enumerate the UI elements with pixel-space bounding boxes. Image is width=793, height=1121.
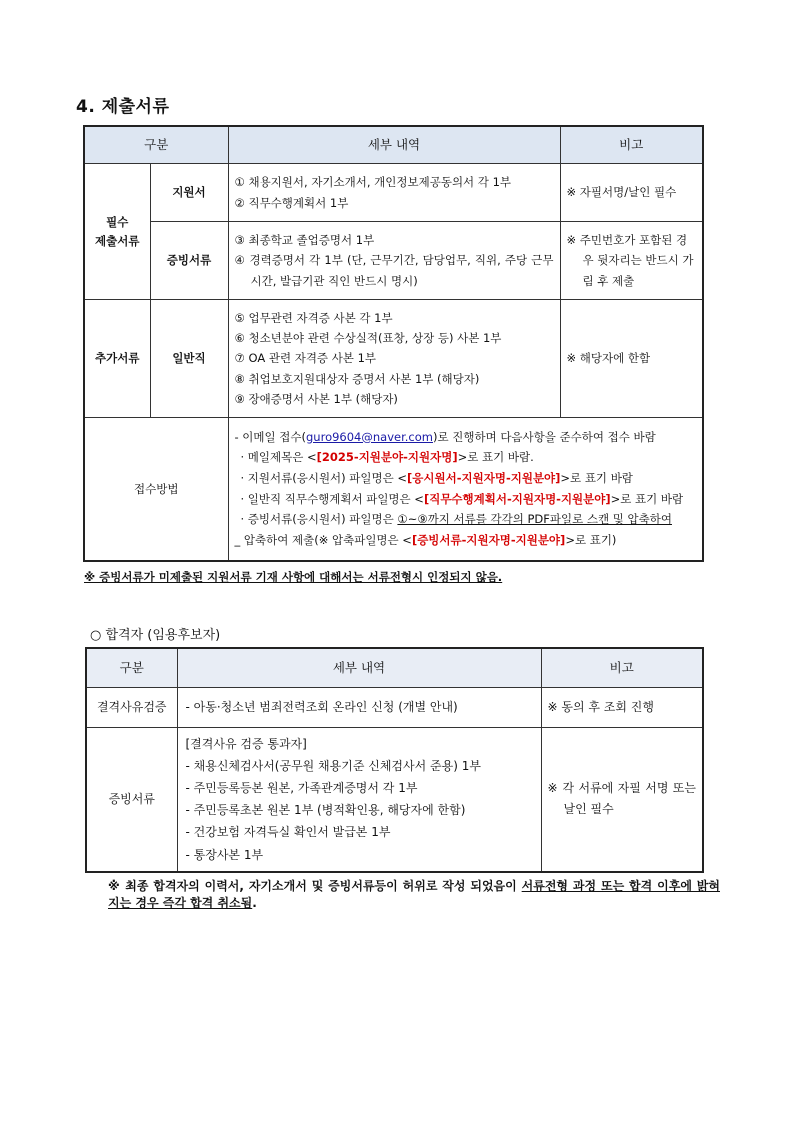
evidence-docs-label: 증빙서류 bbox=[86, 728, 177, 872]
header-remarks: 비고 bbox=[541, 648, 703, 688]
general-position-label: 일반직 bbox=[150, 300, 228, 418]
header-category: 구분 bbox=[86, 648, 177, 688]
list-item: ⑤ 업무관련 자격증 사본 각 1부 bbox=[234, 311, 393, 326]
additional-items bbox=[228, 300, 560, 418]
application-note: ※ 자필서명/날인 필수 bbox=[560, 164, 703, 222]
list-item: - 주민등록초본 원본 1부 (병적확인용, 해당자에 한함) bbox=[185, 803, 466, 818]
additional-note: ※ 해당자에 한함 bbox=[560, 300, 703, 418]
evidence-docs-note: ※ 각 서류에 자필 서명 또는 날인 필수 bbox=[541, 728, 703, 872]
final-warning-note: ※ 최종 합격자의 이력서, 자기소개서 및 증빙서류등이 허위로 작성 되었음이 서류전형 과정 또는 합격 이후에 밝혀지는 경우 즉각 합격 취소됨. bbox=[108, 879, 720, 911]
submission-label: 접수방법 bbox=[84, 418, 228, 561]
subsection-title: ○ 합격자 (임용후보자) bbox=[90, 628, 221, 643]
list-item: ⑧ 취업보호지원대상자 증명서 사본 1부 (해당자) bbox=[234, 371, 480, 386]
evidence-label: 증빙서류 bbox=[150, 222, 228, 300]
list-item: - 채용신체검사서(공무원 채용기준 신체검사서 준용) 1부 bbox=[185, 758, 481, 773]
additional-group-label: 추가서류 bbox=[84, 300, 150, 418]
table-row bbox=[84, 300, 703, 418]
evidence-docs-items bbox=[177, 728, 541, 872]
list-item: ③ 최종학교 졸업증명서 1부 bbox=[234, 233, 375, 248]
submission-line: _ 압축하여 제출(※ 압축파일명은 <[증빙서류-지원자명-지원분야]>로 표기) bbox=[234, 533, 617, 548]
submission-line: - 이메일 접수(guro9604@naver.com)로 진행하며 다음사항을 준수하여 접수 바람 bbox=[234, 429, 656, 444]
evidence-warning-note: ※ 증빙서류가 미제출된 지원서류 기재 사항에 대해서는 서류전형시 인정되지 않음. bbox=[84, 570, 503, 584]
list-item: ④ 경력증명서 각 1부 (단, 근무기간, 담당업무, 직위, 주당 근무시간, 발급기관 직인 반드시 명시) bbox=[234, 253, 554, 288]
table-header-row bbox=[84, 126, 703, 164]
table-header-row bbox=[86, 648, 703, 688]
table-row bbox=[84, 164, 703, 222]
list-item: ⑦ OA 관련 자격증 사본 1부 bbox=[234, 351, 376, 366]
list-item: [결격사유 검증 통과자] bbox=[185, 736, 307, 751]
submission-line: · 증빙서류(응시원서) 파일명은 ①~⑨까지 서류를 각각의 PDF파일로 스캔 및 압축하여 bbox=[240, 512, 672, 527]
evidence-items bbox=[228, 222, 560, 300]
submission-details bbox=[228, 418, 703, 561]
successful-candidates-table bbox=[85, 647, 704, 873]
list-item: - 건강보험 자격득실 확인서 발급본 1부 bbox=[185, 825, 391, 840]
disqualification-check-content: - 아동·청소년 범죄전력조회 온라인 신청 (개별 안내) bbox=[177, 688, 541, 728]
list-item: ⑥ 청소년분야 관련 수상실적(표창, 상장 등) 사본 1부 bbox=[234, 331, 502, 346]
disqualification-check-note: ※ 동의 후 조회 진행 bbox=[541, 688, 703, 728]
submission-line: · 메일제목은 <[2025-지원분야-지원자명]>로 표기 바람. bbox=[240, 450, 534, 465]
table-row bbox=[86, 728, 703, 872]
application-label: 지원서 bbox=[150, 164, 228, 222]
header-details: 세부 내역 bbox=[228, 126, 560, 164]
list-item: - 주민등록등본 원본, 가족관계증명서 각 1부 bbox=[185, 781, 418, 796]
evidence-note: ※ 주민번호가 포함된 경우 뒷자리는 반드시 가림 후 제출 bbox=[560, 222, 703, 300]
application-items bbox=[228, 164, 560, 222]
table-row bbox=[84, 222, 703, 300]
disqualification-check-label: 결격사유검증 bbox=[86, 688, 177, 728]
list-item: ⑨ 장애증명서 사본 1부 (해당자) bbox=[234, 391, 398, 406]
required-documents-table bbox=[83, 125, 704, 562]
list-item: ② 직무수행계획서 1부 bbox=[234, 195, 349, 210]
list-item: ① 채용지원서, 자기소개서, 개인정보제공동의서 각 1부 bbox=[234, 175, 512, 190]
submission-line: · 일반직 직무수행계획서 파일명은 <[직무수행계획서-지원자명-지원분야]>로 표기 바람 bbox=[240, 491, 684, 506]
header-details: 세부 내역 bbox=[177, 648, 541, 688]
email-link[interactable]: guro9604@naver.com bbox=[306, 429, 433, 444]
table-row bbox=[84, 418, 703, 561]
section-title: 4. 제출서류 bbox=[76, 97, 170, 117]
table-row bbox=[86, 688, 703, 728]
submission-line: · 지원서류(응시원서) 파일명은 <[응시원서-지원자명-지원분야]>로 표기 바람 bbox=[240, 471, 633, 486]
required-group-label: 필수 제출서류 bbox=[84, 164, 150, 300]
header-category: 구분 bbox=[84, 126, 228, 164]
header-remarks: 비고 bbox=[560, 126, 703, 164]
list-item: - 통장사본 1부 bbox=[185, 847, 264, 862]
